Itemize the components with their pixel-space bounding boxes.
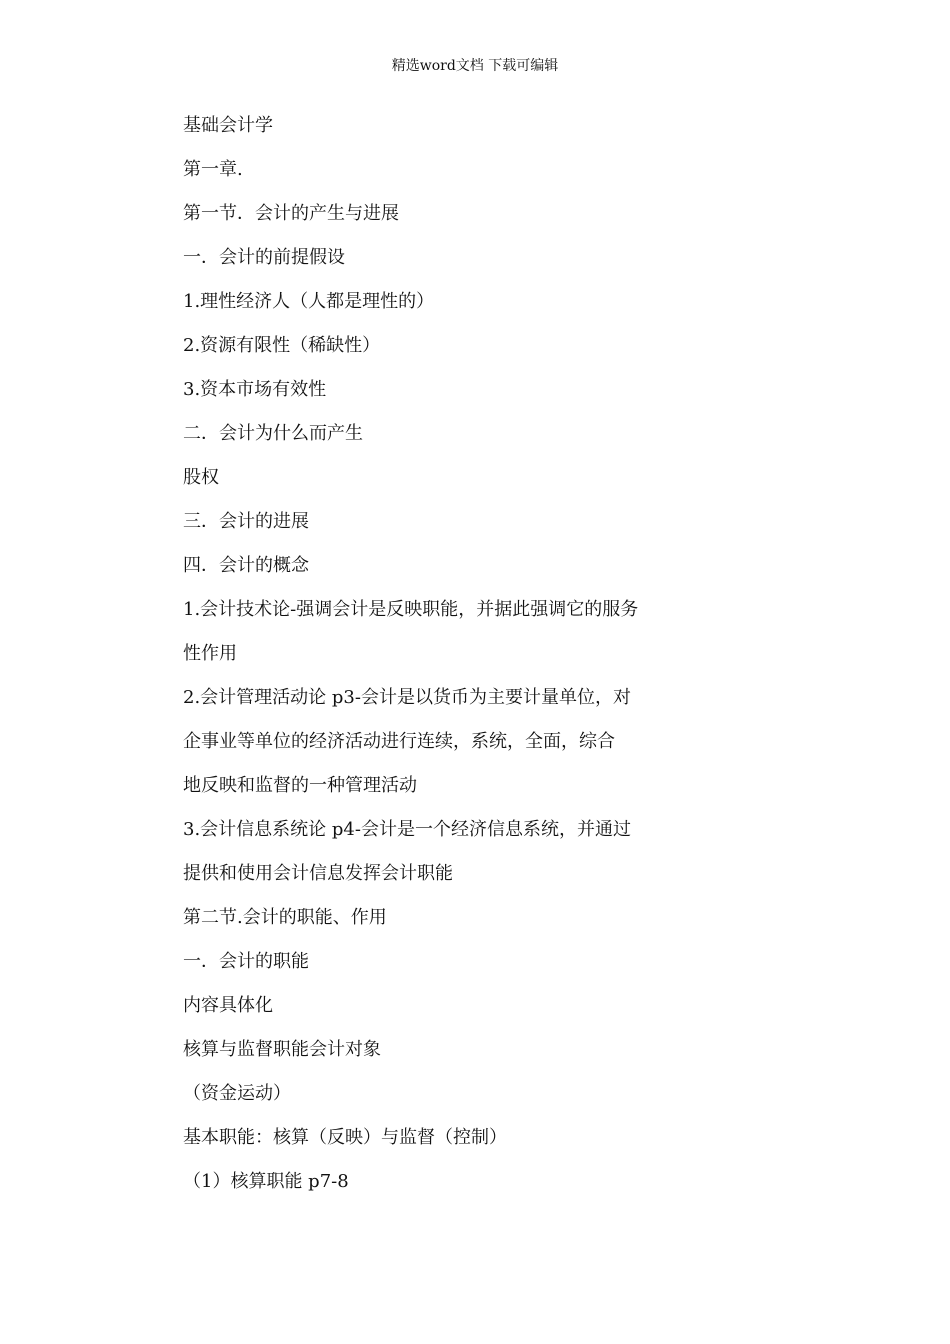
text-line: 提供和使用会计信息发挥会计职能 <box>183 863 453 884</box>
text-line: 第二节.会计的职能、作用 <box>183 907 387 928</box>
text-line: 3.资本市场有效性 <box>183 379 327 400</box>
text-line: 性作用 <box>183 643 237 664</box>
text-line: 一．会计的前提假设 <box>183 247 345 268</box>
text-line: 1.会计技术论-强调会计是反映职能，并据此强调它的服务 <box>183 599 639 620</box>
text-line: 第一章. <box>183 159 243 180</box>
text-line: 3.会计信息系统论 p4-会计是一个经济信息系统，并通过 <box>183 819 631 840</box>
text-line: 第一节．会计的产生与进展 <box>183 203 399 224</box>
text-line: 2.会计管理活动论 p3-会计是以货币为主要计量单位，对 <box>183 687 631 708</box>
text-line: 1.理性经济人（人都是理性的） <box>183 291 435 312</box>
text-line: （1）核算职能 p7-8 <box>183 1171 349 1192</box>
text-line: （资金运动） <box>183 1083 291 1104</box>
text-line: 二．会计为什么而产生 <box>183 423 363 444</box>
text-line: 内容具体化 <box>183 995 273 1016</box>
page-header: 精选word文档 下载可编辑 <box>391 58 559 74</box>
text-line: 一．会计的职能 <box>183 951 309 972</box>
text-line: 企事业等单位的经济活动进行连续，系统，全面，综合 <box>183 731 615 752</box>
text-line: 四．会计的概念 <box>183 555 309 576</box>
document-body <box>183 112 683 1212</box>
text-line: 三．会计的进展 <box>183 511 309 532</box>
text-line: 地反映和监督的一种管理活动 <box>183 775 417 796</box>
text-line: 核算与监督职能会计对象 <box>183 1039 381 1060</box>
text-line: 基本职能：核算（反映）与监督（控制） <box>183 1127 507 1148</box>
text-line: 2.资源有限性（稀缺性） <box>183 335 381 356</box>
text-line: 股权 <box>183 467 219 488</box>
text-line: 基础会计学 <box>183 115 273 136</box>
